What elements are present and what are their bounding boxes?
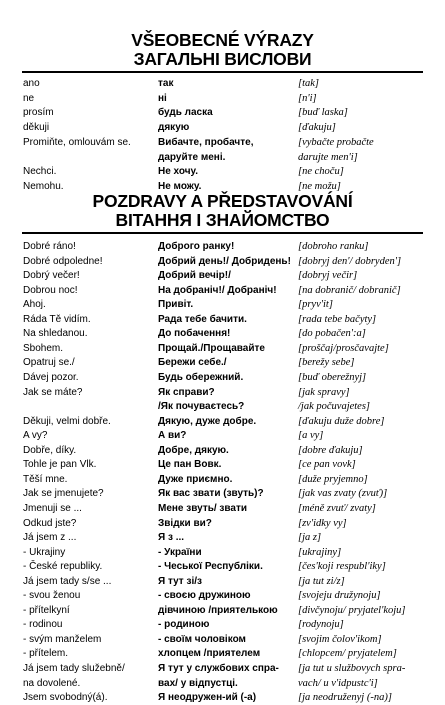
ukrainian-phrase: будь ласка xyxy=(158,107,213,119)
ukrainian-phrase: вах/ у відпустці. xyxy=(158,677,238,689)
transcription: [dobryj den'/ dobryden'] xyxy=(298,255,402,267)
ukrainian-phrase: ні xyxy=(158,92,167,104)
phrase-row xyxy=(0,646,445,661)
czech-phrase: Jmenuji se ... xyxy=(23,502,82,514)
phrase-row xyxy=(0,632,445,647)
ukrainian-phrase: - Чеської Республіки. xyxy=(158,561,263,573)
czech-phrase: Dobré ráno! xyxy=(23,241,76,252)
czech-phrase: prosím xyxy=(23,107,54,119)
czech-phrase: Dobrý večer! xyxy=(23,270,80,282)
transcription: [méně zvuť/ zvaty] xyxy=(298,502,376,514)
phrase-row xyxy=(0,312,445,327)
czech-phrase: Tohle je pan Vlk. xyxy=(23,459,97,471)
ukrainian-phrase: - родиною xyxy=(158,619,210,631)
czech-phrase: Já jsem tady s/se ... xyxy=(23,575,112,587)
phrase-row xyxy=(0,254,445,269)
transcription: [ce pan vovk] xyxy=(298,459,356,471)
phrase-row xyxy=(0,283,445,298)
czech-phrase: - svou ženou xyxy=(23,590,81,602)
phrase-row xyxy=(0,76,445,91)
section-2-title-cz: POZDRAVY A PŘEDSTAVOVÁNÍ xyxy=(92,191,353,211)
section-1-title-ua: ЗАГАЛЬНІ ВИСЛОВИ xyxy=(133,49,312,69)
phrase-row xyxy=(0,370,445,385)
czech-phrase: Těší mne. xyxy=(23,473,68,485)
ukrainian-phrase: Прощай./Прощавайте xyxy=(158,342,265,354)
czech-phrase: Na shledanou. xyxy=(23,328,88,340)
phrase-row xyxy=(0,239,445,254)
phrase-row xyxy=(0,268,445,283)
ukrainian-phrase: Добре, дякую. xyxy=(158,444,229,456)
transcription: [ja z] xyxy=(298,532,322,543)
phrase-row xyxy=(0,501,445,516)
phrase-row xyxy=(0,443,445,458)
transcription: [ne choču] xyxy=(298,166,344,178)
transcription: [n'i] xyxy=(298,92,317,104)
transcription: [berežy sebe] xyxy=(298,357,355,369)
phrase-row xyxy=(0,690,445,705)
transcription: [vybačte probačte xyxy=(298,136,374,148)
ukrainian-phrase: Дякую, дуже добре. xyxy=(158,415,257,427)
phrase-row xyxy=(0,120,445,135)
ukrainian-phrase: Не можу. xyxy=(158,180,202,192)
transcription: vach/ u v'idpustc'i] xyxy=(298,677,378,689)
phrase-row xyxy=(0,472,445,487)
czech-phrase: - rodinou xyxy=(23,619,63,631)
transcription: [pryv'it] xyxy=(298,299,333,311)
czech-phrase: Děkuji, velmi dobře. xyxy=(23,415,111,427)
czech-phrase: - přítelkyní xyxy=(23,604,70,616)
ukrainian-phrase: так xyxy=(158,78,174,89)
transcription: [ja neodruženyj (-na)] xyxy=(298,692,392,703)
czech-phrase: - České republiky. xyxy=(23,561,103,573)
phrase-row xyxy=(0,617,445,632)
transcription: [ja tut zi/z] xyxy=(298,575,345,587)
transcription: [svojim čolov'ikom] xyxy=(298,633,382,645)
ukrainian-phrase: Добрий день!/ Добридень! xyxy=(158,255,291,267)
ukrainian-phrase: Я тут у службових спра- xyxy=(158,663,279,674)
transcription: [ukrajiny] xyxy=(298,546,342,558)
ukrainian-phrase: Привіт. xyxy=(158,299,194,311)
section-2-divider xyxy=(22,232,423,234)
czech-phrase: Já jsem z ... xyxy=(23,532,77,543)
czech-phrase: Promiňte, omlouvám se. xyxy=(23,136,131,148)
phrase-row xyxy=(0,574,445,589)
ukrainian-phrase: дякую xyxy=(158,122,190,134)
transcription: /jak počuvajetes] xyxy=(298,401,371,413)
phrase-row xyxy=(0,676,445,691)
section-2-title-ua: ВІТАННЯ І ЗНАЙОМСТВО xyxy=(115,210,330,230)
phrase-row xyxy=(0,341,445,356)
czech-phrase: Jak se jmenujete? xyxy=(23,488,104,500)
czech-phrase: Já jsem tady služebně/ xyxy=(23,663,125,674)
phrase-row xyxy=(0,399,445,414)
ukrainian-phrase: Вибачте, пробачте, xyxy=(158,136,254,148)
ukrainian-phrase: - своєю дружиною xyxy=(158,590,251,602)
transcription: [buď oberežnyj] xyxy=(298,372,367,383)
transcription: [ne možu] xyxy=(298,180,341,192)
ukrainian-phrase: Доброго ранку! xyxy=(158,241,235,252)
phrase-row xyxy=(0,486,445,501)
transcription: [chlopcem/ pryjatelem] xyxy=(298,648,397,660)
transcription: [svojeju družynoju] xyxy=(298,590,381,602)
transcription: [tak] xyxy=(298,78,319,89)
phrase-row xyxy=(0,385,445,400)
phrase-row xyxy=(0,297,445,312)
ukrainian-phrase: На добраніч!/ Добраніч! xyxy=(158,284,277,296)
ukrainian-phrase: - своїм чоловіком xyxy=(158,633,246,645)
transcription: [jak vas zvaty (zvuť)] xyxy=(298,488,388,500)
czech-phrase: děkuji xyxy=(23,122,50,134)
transcription: [jak spravy] xyxy=(298,386,350,398)
czech-phrase: Nemohu. xyxy=(23,180,64,192)
ukrainian-phrase: - України xyxy=(158,546,202,558)
ukrainian-phrase: А ви? xyxy=(158,430,187,442)
ukrainian-phrase: Звідки ви? xyxy=(158,517,212,529)
ukrainian-phrase: Як вас звати (звуть)? xyxy=(158,488,264,500)
phrase-row xyxy=(0,559,445,574)
phrase-row xyxy=(0,530,445,545)
phrase-row xyxy=(0,135,445,150)
transcription: [čes'koji respubl'iky] xyxy=(298,561,386,573)
ukrainian-phrase: Дуже приємно. xyxy=(158,473,233,485)
transcription: [zv'idky vy] xyxy=(298,517,347,529)
transcription: [dobre ďakuju] xyxy=(298,444,363,456)
czech-phrase: Dobrou noc! xyxy=(23,284,78,296)
transcription: [ja tut u službovych spra- xyxy=(298,663,406,674)
ukrainian-phrase: Це пан Вовк. xyxy=(158,459,222,471)
ukrainian-phrase: Будь обережний. xyxy=(158,372,244,383)
phrase-row xyxy=(0,545,445,560)
ukrainian-phrase: Не хочу. xyxy=(158,166,198,178)
phrase-row xyxy=(0,150,445,165)
transcription: [divčynoju/ pryjatel'koju] xyxy=(298,604,406,616)
phrase-row xyxy=(0,428,445,443)
transcription: darujte men'i] xyxy=(298,151,358,163)
ukrainian-phrase: дівчиною /приятелькою xyxy=(158,604,278,616)
czech-phrase: Odkud jste? xyxy=(23,517,77,529)
ukrainian-phrase: хлопцем /приятелем xyxy=(158,648,261,660)
phrase-row xyxy=(0,326,445,341)
czech-phrase: Ráda Tě vidím. xyxy=(23,313,91,325)
transcription: [do pobačen':a] xyxy=(298,328,366,340)
phrase-row xyxy=(0,164,445,179)
czech-phrase: Dobře, díky. xyxy=(23,444,77,456)
ukrainian-phrase: Мене звуть/ звати xyxy=(158,502,248,514)
czech-phrase: Dobré odpoledne! xyxy=(23,255,103,267)
transcription: [duže pryjemno] xyxy=(298,473,368,485)
transcription: [dobroho ranku] xyxy=(298,241,369,252)
czech-phrase: Opatruj se./ xyxy=(23,357,75,369)
phrase-row xyxy=(0,516,445,531)
phrase-row xyxy=(0,91,445,106)
czech-phrase: Jak se máte? xyxy=(23,386,83,398)
czech-phrase: - Ukrajiny xyxy=(23,546,66,558)
czech-phrase: Ahoj. xyxy=(23,299,46,311)
ukrainian-phrase: Добрий вечір!/ xyxy=(158,270,231,282)
transcription: [a vy] xyxy=(298,430,324,442)
czech-phrase: ne xyxy=(23,92,35,104)
ukrainian-phrase: До побачення! xyxy=(158,328,231,340)
transcription: [rodynoju] xyxy=(298,619,344,631)
ukrainian-phrase: Я з ... xyxy=(158,532,185,543)
czech-phrase: Dávej pozor. xyxy=(23,372,79,383)
transcription: [dobryj večir] xyxy=(298,270,358,282)
transcription: [na dobranič/ dobranič] xyxy=(298,284,401,296)
transcription: [buď laska] xyxy=(298,107,348,119)
section-1-divider xyxy=(22,71,423,73)
phrase-row xyxy=(0,588,445,603)
ukrainian-phrase: Бережи себе./ xyxy=(158,357,227,369)
ukrainian-phrase: Рада тебе бачити. xyxy=(158,313,247,325)
transcription: [ďakuju] xyxy=(298,122,336,134)
czech-phrase: - svým manželem xyxy=(23,633,102,645)
czech-phrase: A vy? xyxy=(23,430,48,442)
section-1-title-cz: VŠEOBECNÉ VÝRAZY xyxy=(131,30,314,50)
phrase-row xyxy=(0,457,445,472)
transcription: [ďakuju duže dobre] xyxy=(298,415,385,427)
phrase-row xyxy=(0,414,445,429)
transcription: [proščaj/prosčavajte] xyxy=(298,342,389,354)
czech-phrase: Jsem svobodný(á). xyxy=(23,692,108,703)
czech-phrase: Nechci. xyxy=(23,166,57,178)
ukrainian-phrase: Я тут зі/з xyxy=(158,575,202,587)
czech-phrase: ano xyxy=(23,78,40,89)
czech-phrase: Sbohem. xyxy=(23,342,64,354)
transcription: [rada tebe bačyty] xyxy=(298,313,377,325)
phrase-row xyxy=(0,603,445,618)
ukrainian-phrase: /Як почуваєтесь? xyxy=(158,401,245,413)
phrase-row xyxy=(0,355,445,370)
czech-phrase: - přítelem. xyxy=(23,648,69,660)
phrase-row xyxy=(0,105,445,120)
ukrainian-phrase: Як справи? xyxy=(158,386,215,398)
ukrainian-phrase: Я неодружен-ий (-а) xyxy=(158,692,257,703)
czech-phrase: na dovolené. xyxy=(23,677,81,689)
ukrainian-phrase: даруйте мені. xyxy=(158,151,226,163)
